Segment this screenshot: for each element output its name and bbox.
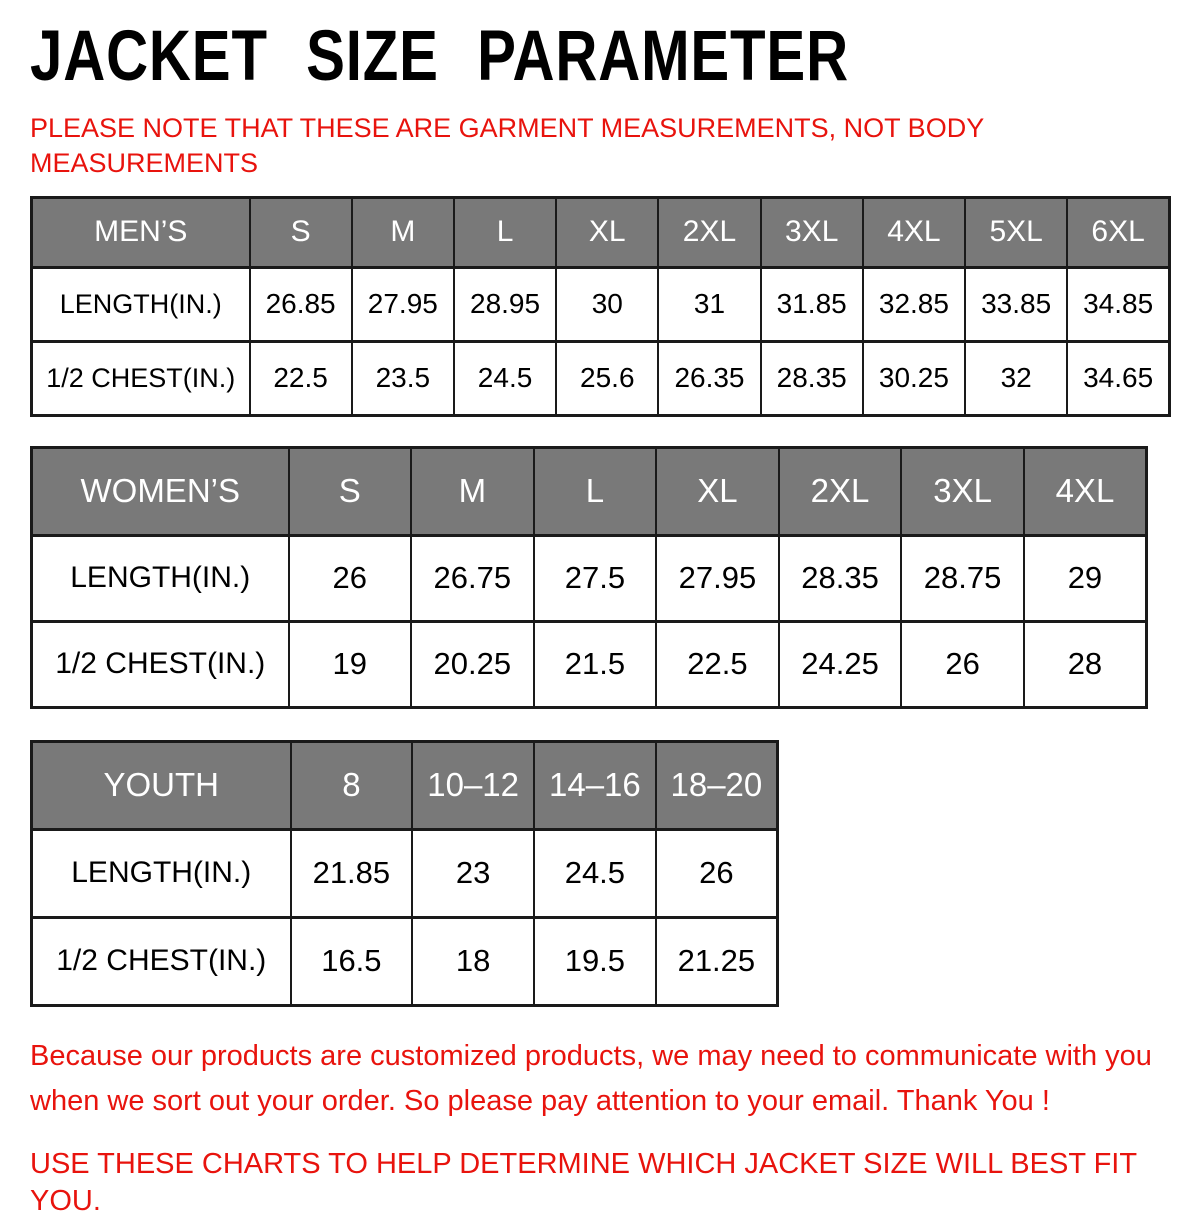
size-header-cell: 2XL [779, 447, 902, 535]
size-header-cell: M [411, 447, 534, 535]
notice-line-1: Because our products are customized products, we may need to communicate with you [30, 1039, 1152, 1072]
value-cell: 29 [1024, 535, 1147, 621]
youth-size-table [30, 740, 779, 1007]
table-row [32, 917, 778, 1005]
value-cell: 28 [1024, 621, 1147, 707]
womens-size-table-header [32, 447, 1147, 535]
youth-size-table-body [32, 829, 778, 1005]
value-cell: 26.75 [411, 535, 534, 621]
value-cell: 30.25 [863, 341, 965, 415]
value-cell: 18 [412, 917, 534, 1005]
mens-size-table-header [32, 197, 1170, 267]
size-header-cell: 10–12 [412, 741, 534, 829]
size-header-cell: 4XL [863, 197, 965, 267]
row-label-cell: 1/2 CHEST(IN.) [32, 341, 250, 415]
table-row [32, 341, 1170, 415]
size-header-cell: XL [656, 447, 779, 535]
notice-line-2: when we sort out your order. So please pay attention to your email. Thank You ! [30, 1084, 1050, 1117]
value-cell: 23 [412, 829, 534, 917]
value-cell: 26 [656, 829, 778, 917]
value-cell: 22.5 [656, 621, 779, 707]
value-cell: 20.25 [411, 621, 534, 707]
header-row [32, 197, 1170, 267]
value-cell: 21.25 [656, 917, 778, 1005]
value-cell: 26.35 [658, 341, 760, 415]
size-header-cell: S [289, 447, 412, 535]
size-header-cell: 2XL [658, 197, 760, 267]
value-cell: 30 [556, 267, 658, 341]
value-cell: 28.35 [761, 341, 863, 415]
size-header-cell: S [250, 197, 352, 267]
value-cell: 28.35 [779, 535, 902, 621]
table-row [32, 621, 1147, 707]
header-row [32, 741, 778, 829]
value-cell: 24.5 [534, 829, 656, 917]
womens-size-table-body [32, 535, 1147, 707]
size-header-cell: 14–16 [534, 741, 656, 829]
size-header-cell: 3XL [901, 447, 1024, 535]
youth-size-table-header [32, 741, 778, 829]
row-label-cell: 1/2 CHEST(IN.) [32, 621, 289, 707]
value-cell: 25.6 [556, 341, 658, 415]
value-cell: 28.75 [901, 535, 1024, 621]
mens-size-table-body [32, 267, 1170, 415]
size-header-cell: 3XL [761, 197, 863, 267]
size-header-cell: 8 [291, 741, 413, 829]
value-cell: 32.85 [863, 267, 965, 341]
page-title: JACKET SIZE PARAMETER [30, 17, 849, 96]
note-line-2: MEASUREMENTS [30, 147, 259, 178]
garment-measurement-note [30, 111, 1172, 181]
table-title-cell: MEN’S [32, 197, 250, 267]
row-label-cell: LENGTH(IN.) [32, 267, 250, 341]
header-row [32, 447, 1147, 535]
table-title-cell: YOUTH [32, 741, 291, 829]
value-cell: 32 [965, 341, 1067, 415]
value-cell: 26 [901, 621, 1024, 707]
value-cell: 33.85 [965, 267, 1067, 341]
table-row [32, 829, 778, 917]
value-cell: 27.95 [352, 267, 454, 341]
value-cell: 24.25 [779, 621, 902, 707]
size-header-cell: 4XL [1024, 447, 1147, 535]
mens-size-table [30, 196, 1171, 417]
table-title-cell: WOMEN’S [32, 447, 289, 535]
value-cell: 31 [658, 267, 760, 341]
row-label-cell: LENGTH(IN.) [32, 829, 291, 917]
value-cell: 19.5 [534, 917, 656, 1005]
value-cell: 22.5 [250, 341, 352, 415]
size-header-cell: L [534, 447, 657, 535]
table-row [32, 267, 1170, 341]
value-cell: 26.85 [250, 267, 352, 341]
value-cell: 27.95 [656, 535, 779, 621]
value-cell: 16.5 [291, 917, 413, 1005]
customized-products-notice [30, 1034, 1172, 1124]
row-label-cell: LENGTH(IN.) [32, 535, 289, 621]
size-header-cell: 5XL [965, 197, 1067, 267]
use-charts-note: USE THESE CHARTS TO HELP DETERMINE WHICH JACKET SIZE WILL BEST FIT YOU. [30, 1147, 1137, 1218]
size-header-cell: 18–20 [656, 741, 778, 829]
value-cell: 24.5 [454, 341, 556, 415]
value-cell: 27.5 [534, 535, 657, 621]
size-header-cell: L [454, 197, 556, 267]
womens-size-table [30, 446, 1148, 709]
value-cell: 28.95 [454, 267, 556, 341]
value-cell: 21.5 [534, 621, 657, 707]
value-cell: 31.85 [761, 267, 863, 341]
value-cell: 23.5 [352, 341, 454, 415]
value-cell: 21.85 [291, 829, 413, 917]
row-label-cell: 1/2 CHEST(IN.) [32, 917, 291, 1005]
size-header-cell: M [352, 197, 454, 267]
size-header-cell: 6XL [1067, 197, 1169, 267]
value-cell: 26 [289, 535, 412, 621]
note-line-1: PLEASE NOTE THAT THESE ARE GARMENT MEASUREMENTS, NOT BODY [30, 112, 985, 143]
value-cell: 19 [289, 621, 412, 707]
table-row [32, 535, 1147, 621]
value-cell: 34.85 [1067, 267, 1169, 341]
size-header-cell: XL [556, 197, 658, 267]
value-cell: 34.65 [1067, 341, 1169, 415]
